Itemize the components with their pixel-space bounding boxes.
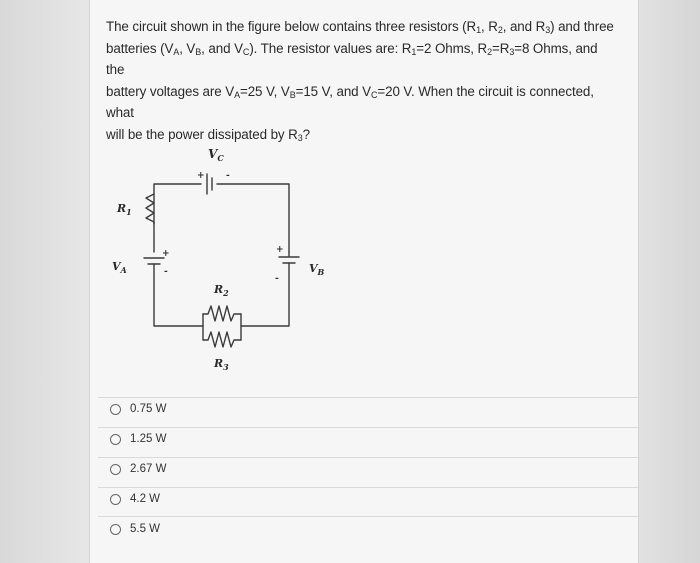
r3-label: $R_3$ xyxy=(214,357,229,372)
vc-label: $V_C$ xyxy=(208,147,224,163)
vb-label: $V_B$ xyxy=(309,262,325,277)
radio-button-icon[interactable] xyxy=(110,404,121,415)
divider xyxy=(98,397,640,398)
r1-label: $R_1$ xyxy=(117,202,132,217)
radio-button-icon[interactable] xyxy=(110,434,121,445)
answer-option-label: 2.67 W xyxy=(130,463,167,475)
question-line-1: The circuit shown in the figure below contains three resistors ($R_1$, $R_2$, and $R_3$) and three xyxy=(106,19,614,35)
va-label: $V_A$ xyxy=(112,260,127,275)
question-line-2: batteries ($V_A$, $V_B$, and $V_C$). The resistor values are: $R_1=2$ Ohms, $R_2=R_3=8$ Ohms, and the xyxy=(106,40,598,77)
answer-option-label: 1.25 W xyxy=(130,433,167,445)
question-card xyxy=(90,0,638,563)
answer-option[interactable] xyxy=(110,398,166,420)
radio-button-icon[interactable] xyxy=(110,524,121,535)
answer-option-label: 0.75 W xyxy=(130,403,167,415)
answer-option[interactable] xyxy=(110,458,166,480)
answer-option-label: 5.5 W xyxy=(130,523,161,535)
vc-minus-sign: - xyxy=(226,171,230,181)
answer-option[interactable] xyxy=(110,428,166,450)
answer-option[interactable] xyxy=(110,488,160,510)
radio-button-icon[interactable] xyxy=(110,494,121,505)
answer-option[interactable] xyxy=(110,518,160,540)
question-line-3: battery voltages are $V_A=25$ V, $V_B=15$ V, and $V_C=20$ V. When the circuit is connected, what xyxy=(106,83,594,120)
question-line-4: will be the power dissipated by $R_3$? xyxy=(106,126,310,143)
radio-button-icon[interactable] xyxy=(110,464,121,475)
r3-resistor xyxy=(203,332,241,347)
wire-top-left xyxy=(154,184,201,224)
wire-top-right xyxy=(217,184,289,252)
divider xyxy=(98,457,640,458)
divider xyxy=(98,516,640,517)
vb-plus-sign: + xyxy=(276,245,284,255)
va-minus-sign: - xyxy=(164,267,168,277)
divider xyxy=(98,487,640,488)
r1-resistor xyxy=(146,194,154,252)
wire-left-bottom xyxy=(154,264,203,326)
vc-plus-sign: + xyxy=(197,171,205,181)
wire-right-bottom xyxy=(241,263,289,326)
circuit-diagram xyxy=(90,0,638,563)
r2-label: $R_2$ xyxy=(214,283,229,298)
answer-option-label: 4.2 W xyxy=(130,493,161,505)
divider xyxy=(98,427,640,428)
va-plus-sign: + xyxy=(162,249,170,259)
r2-resistor xyxy=(203,306,241,321)
vb-minus-sign: - xyxy=(275,274,279,284)
